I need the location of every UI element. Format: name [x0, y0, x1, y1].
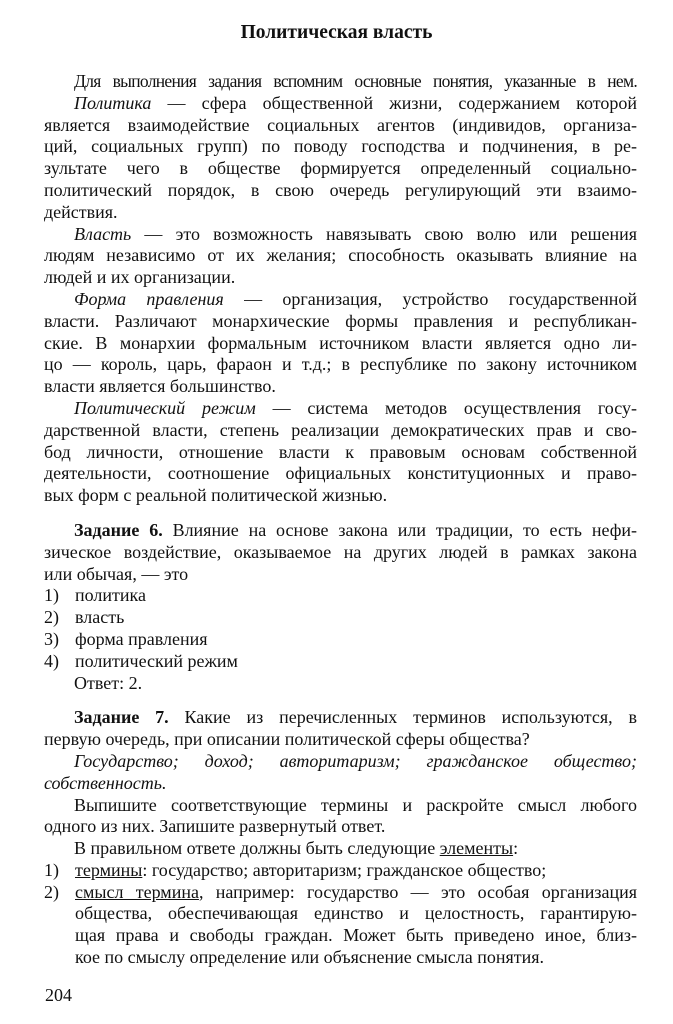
paragraph [44, 795, 637, 839]
text-segment: , например: государство — это особая организация [198, 881, 637, 902]
page-title: Политическая власть [240, 22, 433, 43]
text-line [44, 354, 637, 376]
document-body [44, 71, 637, 969]
paragraph [44, 838, 637, 860]
underlined-term: термины [75, 859, 143, 880]
text-line [44, 882, 637, 904]
text-segment: Ответ: 2. [74, 672, 143, 693]
list-item [44, 629, 637, 651]
text-line [44, 707, 637, 729]
text-line [44, 520, 637, 542]
text-line [44, 333, 637, 355]
term-italic: Форма правления [74, 288, 224, 309]
list-number: 1) [44, 859, 59, 880]
text-segment: дарственной власти, степень реализации демократических прав и сво- [44, 419, 637, 440]
text-segment: зическое воздействие, оказываемое на других людей в рамках закона [44, 541, 637, 562]
text-segment: действия. [44, 201, 118, 222]
text-segment: политика [75, 585, 146, 606]
term-italic: собственность. [44, 772, 167, 793]
text-line [44, 398, 637, 420]
list-number: 1) [44, 585, 59, 606]
text-line [44, 903, 637, 925]
text-line [44, 224, 637, 246]
paragraph [44, 289, 637, 398]
text-segment: власти является большинство. [44, 376, 276, 397]
paragraph [44, 93, 637, 224]
text-segment: В правильном ответе должны быть следующие [74, 838, 440, 859]
text-line [44, 311, 637, 333]
task-paragraph [44, 707, 637, 751]
text-line [44, 289, 637, 311]
text-line [44, 629, 637, 651]
text-line [44, 180, 637, 202]
text-line [44, 838, 637, 860]
text-segment: политический порядок, в свою очередь регулирующий эти взаимо- [44, 179, 637, 200]
text-segment: Для выполнения задания вспомним основные понятия, указанные в нем. [74, 71, 637, 91]
text-line [44, 442, 637, 464]
text-line [44, 564, 637, 586]
text-line [44, 485, 637, 507]
list-item [44, 882, 637, 969]
text-segment: кое по смыслу определение или объяснение смысла понятия. [75, 947, 545, 968]
list-number: 4) [44, 650, 59, 671]
text-segment: : государство; авторитаризм; гражданское общество; [142, 859, 547, 880]
text-line [44, 136, 637, 158]
text-line [44, 115, 637, 137]
text-line [44, 651, 637, 673]
text-line [44, 542, 637, 564]
term-italic: Государство; доход; авторитаризм; гражданское общество; [74, 750, 637, 771]
text-segment: Влияние на основе закона или традиции, то есть нефи- [162, 519, 637, 540]
text-line [44, 420, 637, 442]
text-line [44, 158, 637, 180]
text-segment: — это возможность навязывать свою волю или решения [131, 223, 637, 244]
text-line [44, 245, 637, 267]
text-segment: бод личности, отношение власти к правовым основам собственной [44, 441, 637, 462]
text-line [44, 71, 637, 93]
text-segment: ские. В монархии формальным источником власти является одно ли- [44, 332, 637, 353]
text-line [44, 607, 637, 629]
text-segment: людям независимо от их желания; способность оказывать влияние на [44, 245, 637, 266]
underlined-term: смысл термина [75, 881, 199, 902]
text-segment: власти. Различают монархические формы правления и республикан- [44, 310, 637, 331]
list-number: 2) [44, 881, 59, 902]
text-segment: форма правления [75, 628, 208, 649]
list-item [44, 607, 637, 629]
text-line [44, 93, 637, 115]
text-segment: политический режим [75, 650, 238, 671]
list-number: 3) [44, 628, 59, 649]
text-line [44, 860, 637, 882]
text-segment: щая права и свободы граждан. Может быть приведено иное, близ- [75, 925, 637, 946]
text-segment: одного из них. Запишите развернутый ответ. [44, 816, 386, 837]
text-segment: или обычая, — это [44, 563, 189, 584]
text-segment: : [513, 838, 519, 859]
term-italic: Политический режим [74, 397, 256, 418]
text-segment: — организация, устройство государственной [223, 288, 637, 309]
page-number: 204 [45, 985, 72, 1005]
text-line [44, 585, 637, 607]
text-segment: вых форм с реальной политической жизнью. [44, 485, 388, 506]
paragraph [44, 224, 637, 289]
text-segment: является взаимодействие социальных агентов (индивидов, организа- [44, 114, 637, 135]
text-segment: Выпишите соответствующие термины и раскройте смысл любого [74, 794, 637, 815]
text-segment: первую очередь, при описании политической сферы общества? [44, 729, 530, 750]
term-italic: Политика [74, 92, 152, 113]
text-line [44, 729, 637, 751]
text-segment: деятельности, соотношение официальных конституционных и право- [44, 463, 637, 484]
text-line [44, 267, 637, 289]
list-item [44, 585, 637, 607]
task-paragraph [44, 520, 637, 585]
text-line [44, 673, 637, 695]
text-line [44, 795, 637, 817]
list-item [44, 651, 637, 673]
text-segment: — система методов осуществления госу- [255, 397, 637, 418]
paragraph [44, 71, 637, 93]
task-label: Задание 6. [74, 519, 163, 540]
text-segment: цо — король, царь, фараон и т.д.; в республике по закону источником [44, 354, 637, 375]
text-line [44, 463, 637, 485]
text-line [44, 816, 637, 838]
underlined-term: элементы [439, 838, 514, 859]
list-number: 2) [44, 607, 59, 628]
text-line [44, 947, 637, 969]
paragraph [44, 751, 637, 795]
task-label: Задание 7. [74, 707, 169, 728]
text-line [44, 773, 637, 795]
text-line [44, 751, 637, 773]
answer-line [44, 673, 637, 695]
text-segment: власть [75, 607, 125, 628]
list-item [44, 860, 637, 882]
text-segment: ций, социальных групп) по поводу господства и подчинения, в ре- [44, 136, 637, 157]
text-line [44, 202, 637, 224]
text-segment: общества, обеспечивающая единство и целостность, гарантирую- [75, 903, 637, 924]
text-segment: Какие из перечисленных терминов используются, в [168, 707, 637, 728]
text-segment: зультате чего в обществе формируется определенный социально- [44, 158, 637, 179]
text-segment: — сфера общественной жизни, содержанием которой [151, 92, 637, 113]
term-italic: Власть [74, 223, 132, 244]
text-line [44, 925, 637, 947]
text-line [44, 376, 637, 398]
paragraph [44, 398, 637, 507]
text-segment: людей и их организации. [44, 267, 236, 288]
